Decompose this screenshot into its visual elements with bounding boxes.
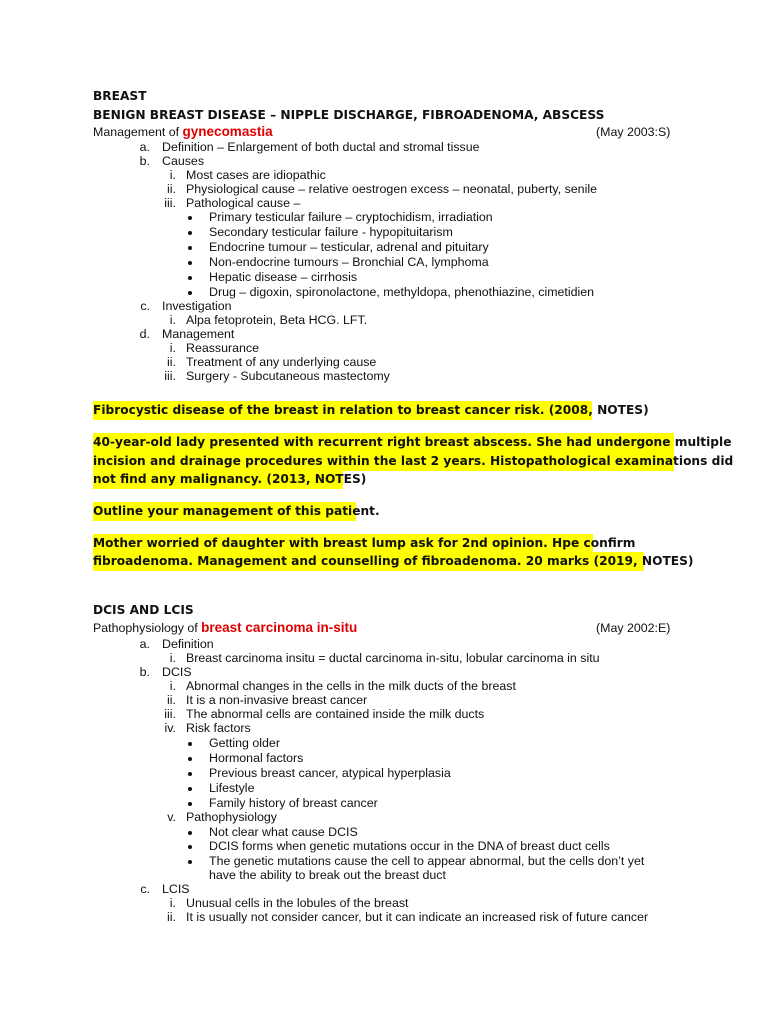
topic-date: (May 2002:E) <box>596 621 671 635</box>
list-item-text: Management <box>162 327 235 341</box>
bullet-item <box>0 209 768 225</box>
list-item-text: Causes <box>162 154 205 168</box>
highlight-question-management: Outline your management of this patient. <box>93 504 380 518</box>
list-marker: ii. <box>167 693 176 707</box>
list-item-text: Breast carcinoma insitu = ductal carcinoma in-situ, lobular carcinoma in situ <box>186 651 600 665</box>
topic-date: (May 2003:S) <box>596 125 671 139</box>
list-item-text: Definition – Enlargement of both ductal and stromal tissue <box>162 140 480 154</box>
list-item-text: Pathological cause – <box>186 196 301 210</box>
bullet-text: Lifestyle <box>209 781 255 795</box>
list-item-text: Treatment of any underlying cause <box>186 355 377 369</box>
list-item-text: It is usually not consider cancer, but it can indicate an increased risk of future cancer <box>186 910 649 924</box>
bullet-text: Drug – digoxin, spironolactone, methyldopa, phenothiazine, cimetidien <box>209 285 595 299</box>
bullet-dot-icon <box>188 261 192 265</box>
highlight-question-fibrocystic: Fibrocystic disease of the breast in relation to breast cancer risk. (2008, NOTES) <box>93 403 649 417</box>
bullet-dot-icon <box>188 231 192 235</box>
bullet-dot-icon <box>188 831 192 835</box>
bullet-text: Hepatic disease – cirrhosis <box>209 270 358 284</box>
bullet-text: Not clear what cause DCIS <box>209 825 358 839</box>
highlight-question-abscess-line: not find any malignancy. (2013, NOTES) <box>93 472 367 486</box>
topic-keyword: breast carcinoma in-situ <box>201 620 358 635</box>
bullet-dot-icon <box>188 845 192 849</box>
bullet-text: Secondary testicular failure - hypopituitarism <box>209 225 453 239</box>
bullet-dot-icon <box>188 757 192 761</box>
list-item-text: DCIS <box>162 665 192 679</box>
bullet-item <box>0 269 768 285</box>
bullet-dot-icon <box>188 276 192 280</box>
list-item-text: LCIS <box>162 882 190 896</box>
bullet-item <box>0 838 768 854</box>
list-marker: a. <box>139 140 150 154</box>
list-marker: v. <box>167 810 176 824</box>
bullet-dot-icon <box>188 860 192 864</box>
highlight-question-abscess-line: 40-year-old lady presented with recurrent right breast abscess. She had undergone multiple <box>93 435 732 449</box>
bullet-dot-icon <box>188 742 192 746</box>
subheading-benign-breast-disease: BENIGN BREAST DISEASE – NIPPLE DISCHARGE, FIBROADENOMA, ABSCESS <box>93 108 605 122</box>
topic-keyword: gynecomastia <box>182 124 273 139</box>
list-item-text: Unusual cells in the lobules of the breast <box>186 896 409 910</box>
highlight-question-fibroadenoma-line: Mother worried of daughter with breast lump ask for 2nd opinion. Hpe confirm <box>93 536 636 550</box>
list-marker: b. <box>139 665 150 679</box>
list-marker: iii. <box>164 369 176 383</box>
topic-line-gynecomastia <box>0 124 768 140</box>
list-marker: c. <box>140 882 150 896</box>
list-marker: i. <box>169 896 176 910</box>
list-item-text: Investigation <box>162 299 232 313</box>
bullet-item <box>0 765 768 781</box>
list-marker: i. <box>169 679 176 693</box>
section-heading-breast: BREAST <box>93 89 147 103</box>
topic-line-text <box>93 620 357 636</box>
list-item-text: Physiological cause – relative oestrogen excess – neonatal, puberty, senile <box>186 182 597 196</box>
bullet-item <box>0 224 768 240</box>
list-item-text: It is a non-invasive breast cancer <box>186 693 368 707</box>
bullet-dot-icon <box>188 291 192 295</box>
list-item-c-ii <box>0 909 768 925</box>
bullet-dot-icon <box>188 216 192 220</box>
bullet-item <box>0 735 768 751</box>
section-heading-dcis-lcis: DCIS AND LCIS <box>93 603 194 617</box>
bullet-text: Previous breast cancer, atypical hyperplasia <box>209 766 451 780</box>
list-marker: b. <box>139 154 150 168</box>
bullet-dot-icon <box>188 772 192 776</box>
bullet-item <box>0 254 768 270</box>
list-marker: iii. <box>164 196 176 210</box>
topic-line-carcinoma-in-situ <box>0 620 768 636</box>
bullet-item <box>0 750 768 766</box>
list-item-text: Abnormal changes in the cells in the milk ducts of the breast <box>186 679 516 693</box>
list-marker: a. <box>139 637 150 651</box>
bullet-text: Getting older <box>209 736 280 750</box>
highlight-question-abscess-line: incision and drainage procedures within the last 2 years. Histopathological examinations did <box>93 454 734 468</box>
list-marker: ii. <box>167 355 176 369</box>
bullet-item <box>0 780 768 796</box>
topic-prefix: Pathophysiology of <box>93 621 202 635</box>
list-item-b-iv <box>0 720 768 736</box>
list-marker: ii. <box>167 182 176 196</box>
list-item-text: Alpa fetoprotein, Beta HCG. LFT. <box>186 313 368 327</box>
list-marker: iv. <box>164 721 176 735</box>
list-item-b-v <box>0 809 768 825</box>
bullet-dot-icon <box>188 246 192 250</box>
list-item-text: Pathophysiology <box>186 810 277 824</box>
bullet-item <box>0 239 768 255</box>
bullet-text: DCIS forms when genetic mutations occur in the DNA of breast duct cells <box>209 839 610 853</box>
list-marker: i. <box>169 651 176 665</box>
list-marker: i. <box>169 313 176 327</box>
topic-line-text <box>93 124 273 140</box>
list-marker: i. <box>169 341 176 355</box>
bullet-text: Endocrine tumour – testicular, adrenal and pituitary <box>209 240 489 254</box>
list-item-text: Reassurance <box>186 341 260 355</box>
list-item-text: Risk factors <box>186 721 251 735</box>
list-marker: ii. <box>167 910 176 924</box>
list-item-text: The abnormal cells are contained inside the milk ducts <box>186 707 485 721</box>
bullet-text: Non-endocrine tumours – Bronchial CA, lymphoma <box>209 255 489 269</box>
bullet-dot-icon <box>188 787 192 791</box>
list-item-text: Most cases are idiopathic <box>186 168 326 182</box>
list-marker: i. <box>169 168 176 182</box>
bullet-dot-icon <box>188 802 192 806</box>
bullet-text: The genetic mutations cause the cell to appear abnormal, but the cells don’t yet <box>209 854 645 868</box>
list-marker: iii. <box>164 707 176 721</box>
list-item-d-iii <box>0 368 768 384</box>
highlight-question-fibroadenoma-line: fibroadenoma. Management and counselling of fibroadenoma. 20 marks (2019, NOTES) <box>93 554 694 568</box>
list-item-text: Surgery - Subcutaneous mastectomy <box>186 369 390 383</box>
list-marker: c. <box>140 299 150 313</box>
topic-prefix: Management of <box>93 125 183 139</box>
bullet-text: Family history of breast cancer <box>209 796 378 810</box>
list-item-text: Definition <box>162 637 214 651</box>
list-marker: d. <box>139 327 150 341</box>
bullet-text: Primary testicular failure – cryptochidism, irradiation <box>209 210 493 224</box>
bullet-text: Hormonal factors <box>209 751 304 765</box>
bullet-continuation-text: have the ability to break out the breast duct <box>209 868 446 882</box>
